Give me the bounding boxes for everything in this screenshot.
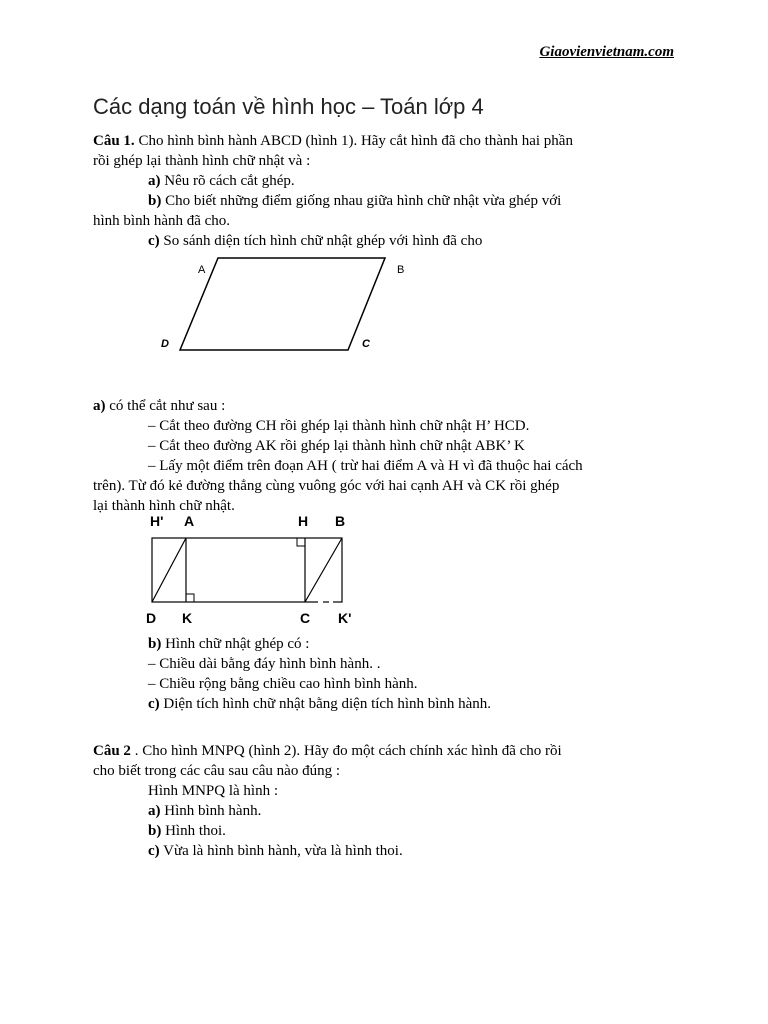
ans-b xyxy=(148,634,309,654)
q1-b-text: Cho biết những điểm giống nhau giữa hình chữ nhật vừa ghép với xyxy=(161,193,562,209)
right-angle-h xyxy=(297,538,305,546)
label-k1: K' xyxy=(338,610,352,626)
diagonal-left xyxy=(152,538,186,602)
label-d2: D xyxy=(146,610,157,626)
q2-c-text: Vừa là hình bình hành, vừa là hình thoi. xyxy=(159,843,403,859)
label-c: C xyxy=(362,338,370,350)
label-a: A xyxy=(198,264,206,276)
label-h1: H' xyxy=(150,513,164,529)
diagonal-right xyxy=(305,538,342,602)
q2-b-text: Hình thoi. xyxy=(161,823,226,839)
q2-option-a xyxy=(148,801,261,821)
q2-a-label: a) xyxy=(148,803,161,819)
ans-a xyxy=(93,396,225,416)
q1-intro-text: Cho hình bình hành ABCD (hình 1). Hãy cắt hình đã cho thành hai phần xyxy=(134,133,573,149)
q1-c-label: c) xyxy=(148,233,160,249)
label-b: B xyxy=(397,264,405,276)
q1-part-b xyxy=(148,191,561,211)
q2-intro-text: . Cho hình MNPQ (hình 2). Hãy đo một cách chính xác hình đã cho rồi xyxy=(130,743,562,759)
q1-a-text: Nêu rõ cách cắt ghép. xyxy=(160,173,295,189)
ans-b-label: b) xyxy=(148,636,162,652)
label-b2: B xyxy=(335,513,346,529)
q1-intro-2: rồi ghép lại thành hình chữ nhật và : xyxy=(93,153,311,169)
ans-a-4: trên). Từ đó kẻ đường thẳng cùng vuông góc với hai cạnh AH và CK rồi ghép xyxy=(93,478,560,494)
ans-c-text: Diện tích hình chữ nhật bằng diện tích hình bình hành. xyxy=(159,696,492,712)
ans-b-2: – Chiều rộng bằng chiều cao hình bình hành. xyxy=(148,676,418,692)
page-title: Các dạng toán về hình học – Toán lớp 4 xyxy=(93,94,484,119)
ans-b-1: – Chiều dài bằng đáy hình bình hành. . xyxy=(148,656,381,672)
q2-stem: Hình MNPQ là hình : xyxy=(148,783,279,799)
label-a2: A xyxy=(184,513,195,529)
q1-intro xyxy=(93,131,573,151)
ans-a-5: lại thành hình chữ nhật. xyxy=(93,498,235,514)
q1-a-label: a) xyxy=(148,173,161,189)
parallelogram-abcd xyxy=(180,258,385,350)
q2-c-label: c) xyxy=(148,843,160,859)
q1-part-b-2: hình bình hành đã cho. xyxy=(93,213,231,229)
label-d: D xyxy=(161,338,169,350)
label-k: K xyxy=(182,610,193,626)
q2-label: Câu 2 xyxy=(93,743,131,759)
q2-intro-2: cho biết trong các câu sau câu nào đúng : xyxy=(93,763,340,779)
ans-b-text: Hình chữ nhật ghép có : xyxy=(161,636,310,652)
q2-option-c xyxy=(148,841,403,861)
q1-part-c xyxy=(148,231,482,251)
q1-c-text: So sánh diện tích hình chữ nhật ghép với hình đã cho xyxy=(159,233,483,249)
ans-c-label: c) xyxy=(148,696,160,712)
right-angle-k xyxy=(186,594,194,602)
q1-b-label: b) xyxy=(148,193,162,209)
q2-intro xyxy=(93,741,562,761)
ans-a-2: – Cắt theo đường AK rồi ghép lại thành hình chữ nhật ABK’ K xyxy=(148,438,525,454)
q2-a-text: Hình bình hành. xyxy=(160,803,262,819)
q1-label: Câu 1. xyxy=(93,133,135,149)
q2-option-b xyxy=(148,821,226,841)
rectangle-outline xyxy=(152,538,342,602)
ans-a-3: – Lấy một điểm trên đoạn AH ( trừ hai điểm A và H vì đã thuộc hai cách xyxy=(148,458,583,474)
label-c2: C xyxy=(300,610,311,626)
ans-a-1: – Cắt theo đường CH rồi ghép lại thành hình chữ nhật H’ HCD. xyxy=(148,418,530,434)
site-watermark[interactable]: Giaovienvietnam.com xyxy=(539,44,674,60)
ans-a-label: a) xyxy=(93,398,106,414)
q1-part-a xyxy=(148,171,295,191)
ans-a-text: có thể cắt như sau : xyxy=(105,398,226,414)
q2-b-label: b) xyxy=(148,823,162,839)
label-h: H xyxy=(298,513,309,529)
ans-c xyxy=(148,694,491,714)
